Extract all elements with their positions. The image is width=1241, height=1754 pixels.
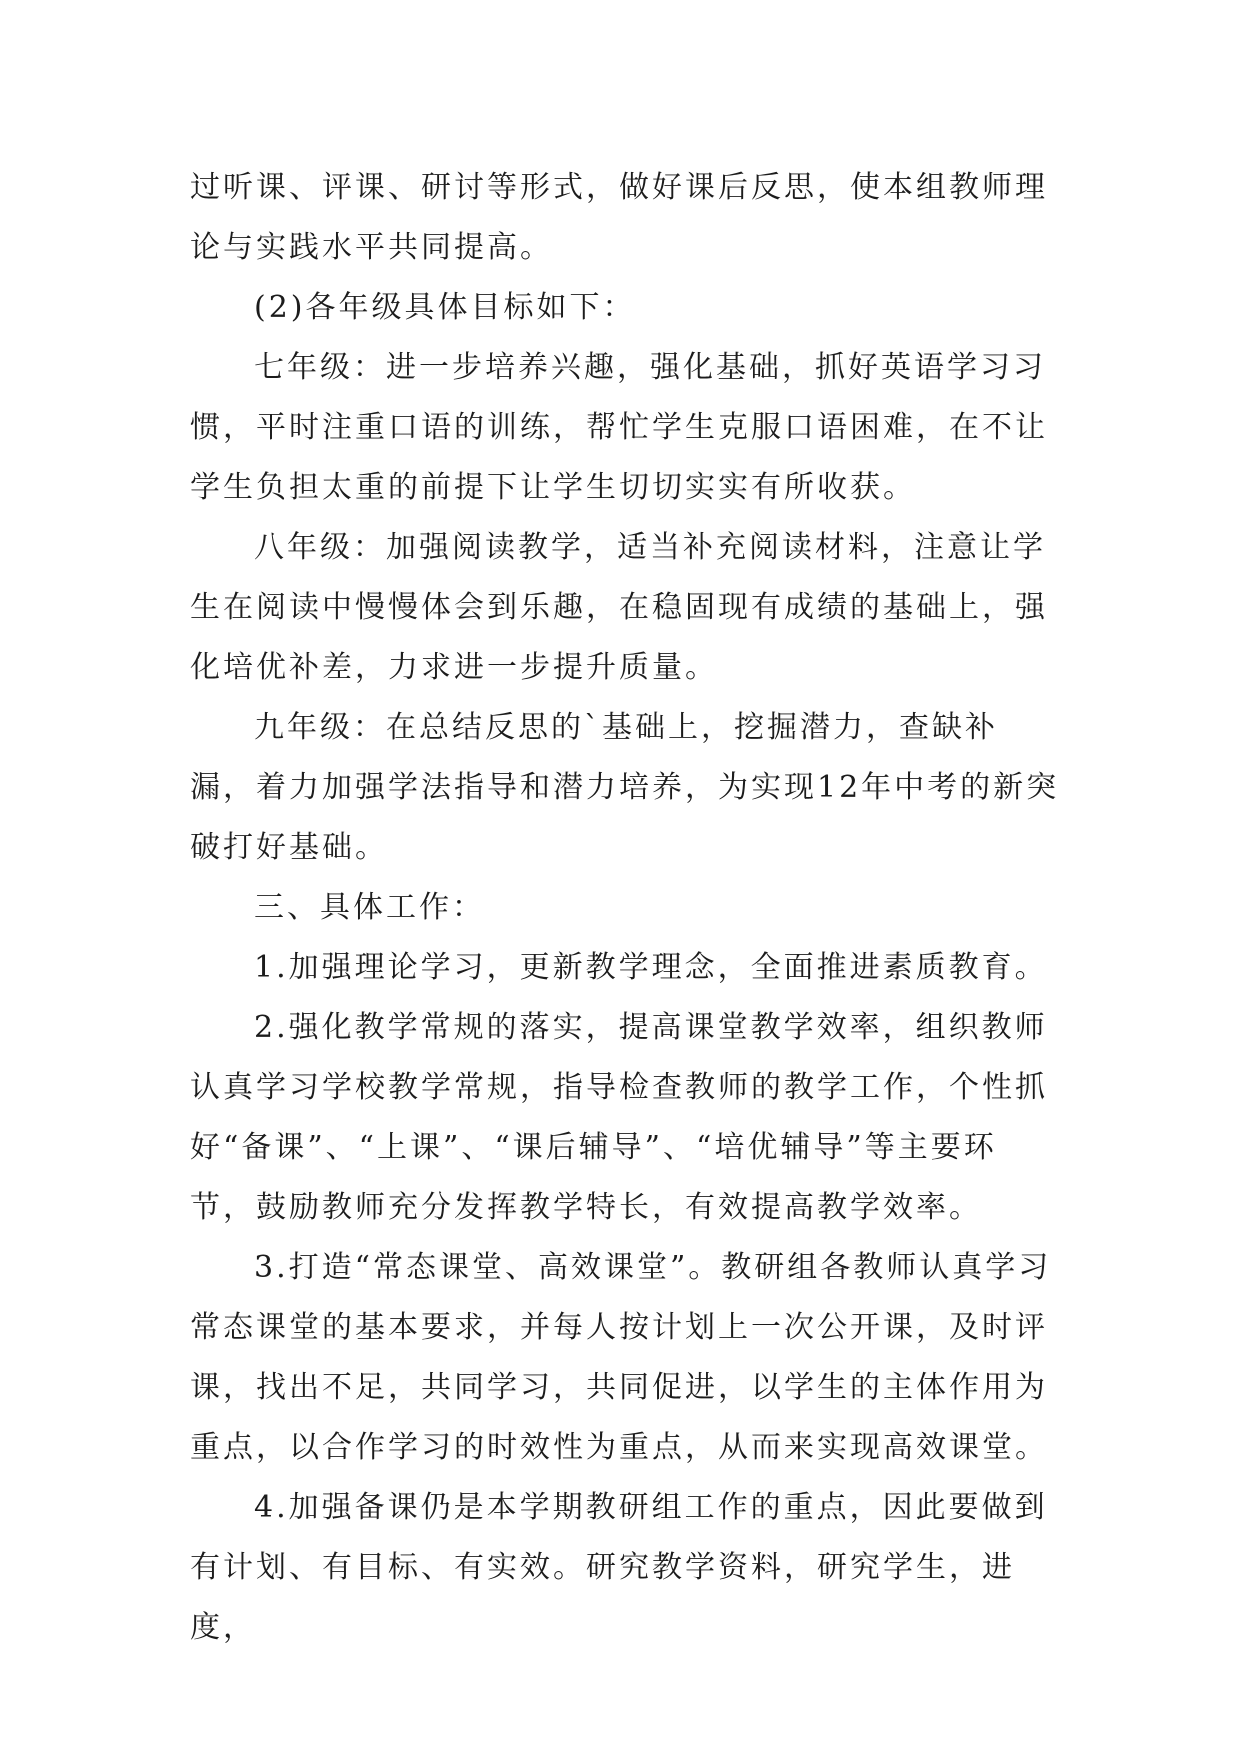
paragraph-continuation: 过听课、评课、研讨等形式，做好课后反思，使本组教师理论与实践水平共同提高。: [190, 170, 1048, 265]
section-heading-specific-work: 三、具体工作：: [254, 890, 485, 925]
paragraph-grade-nine: 九年级：在总结反思的`基础上，挖掘潜力，查缺补漏，着力加强学法指导和潜力培养，为实现12年中考的新突破打好基础。: [190, 710, 1060, 865]
paragraph-item-2: 2.强化教学常规的落实，提高课堂教学效率，组织教师认真学习学校教学常规，指导检查教师的教学工作，个性抓好“备课”、“上课”、“课后辅导”、“培优辅导”等主要环节，鼓励教师充分发挥教学特长，有效提高教学效率。: [190, 1010, 1048, 1225]
paragraph-item-1: 1.加强理论学习，更新教学理念，全面推进素质教育。: [254, 950, 1048, 985]
document-body: [190, 158, 1060, 1658]
paragraph-grade-goals-heading: (2)各年级具体目标如下：: [254, 290, 636, 325]
paragraph-item-3: 3.打造“常态课堂、高效课堂”。教研组各教师认真学习常态课堂的基本要求，并每人按计划上一次公开课，及时评课，找出不足，共同学习，共同促进，以学生的主体作用为重点，以合作学习的时效性为重点，从而来实现高效课堂。: [190, 1250, 1052, 1465]
paragraph-grade-seven: 七年级：进一步培养兴趣，强化基础，抓好英语学习习惯，平时注重口语的训练，帮忙学生克服口语困难，在不让学生负担太重的前提下让学生切切实实有所收获。: [190, 350, 1048, 505]
paragraph-grade-eight: 八年级：加强阅读教学，适当补充阅读材料，注意让学生在阅读中慢慢体会到乐趣，在稳固现有成绩的基础上，强化培优补差，力求进一步提升质量。: [190, 530, 1048, 685]
paragraph-item-4: 4.加强备课仍是本学期教研组工作的重点，因此要做到有计划、有目标、有实效。研究教学资料，研究学生，进度，: [190, 1490, 1048, 1645]
